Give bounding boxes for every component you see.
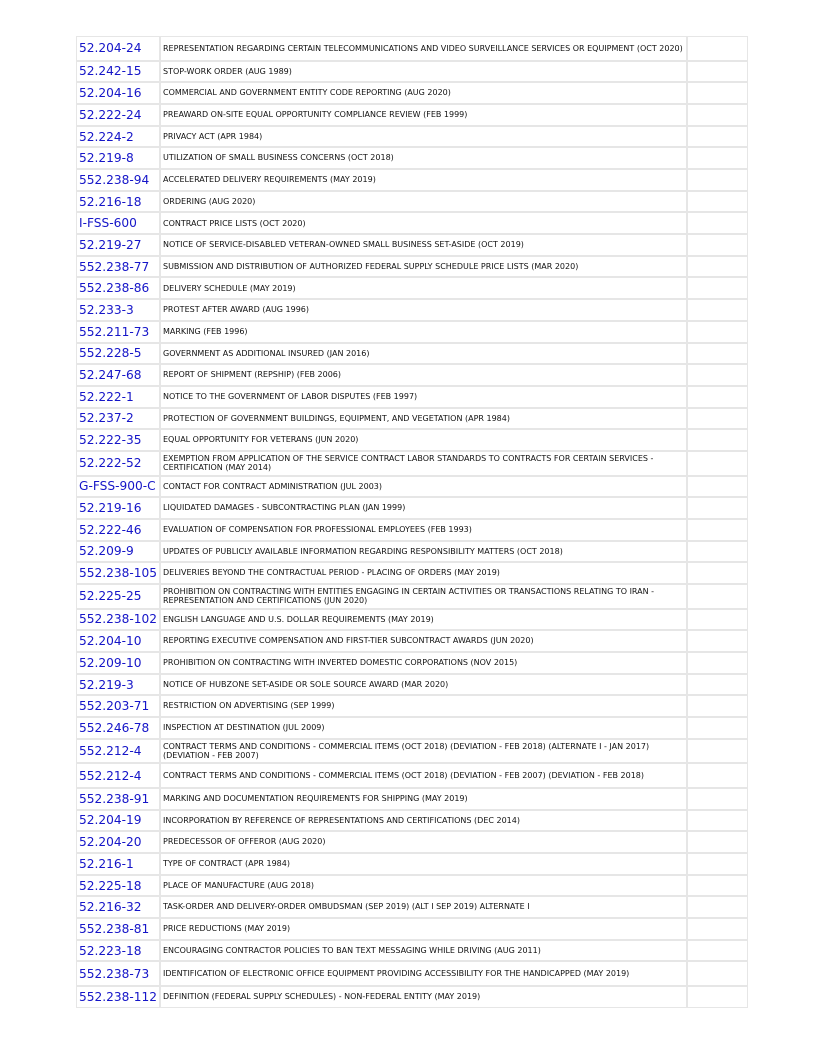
clause-row — [76, 36, 748, 61]
clause-number-cell — [76, 853, 160, 875]
clause-title: GOVERNMENT AS ADDITIONAL INSURED (JAN 2016) — [160, 343, 687, 365]
clause-row — [76, 519, 748, 541]
clause-number-cell — [76, 212, 160, 234]
clause-empty-cell — [687, 343, 748, 365]
clause-number-link[interactable]: 52.222-1 — [79, 389, 134, 404]
clause-title: TASK-ORDER AND DELIVERY-ORDER OMBUDSMAN (SEP 2019) (ALT I SEP 2019) ALTERNATE I — [160, 896, 687, 918]
clause-row — [76, 695, 748, 717]
clause-number-cell — [76, 386, 160, 408]
clause-row — [76, 321, 748, 343]
clause-row — [76, 717, 748, 739]
clause-number-link[interactable]: 552.238-91 — [79, 791, 150, 806]
clause-number-cell — [76, 256, 160, 278]
clause-title: INCORPORATION BY REFERENCE OF REPRESENTATIONS AND CERTIFICATIONS (DEC 2014) — [160, 810, 687, 832]
clause-number-cell — [76, 763, 160, 788]
clause-row — [76, 541, 748, 563]
clause-row — [76, 476, 748, 498]
clause-empty-cell — [687, 831, 748, 853]
clause-title: PREDECESSOR OF OFFEROR (AUG 2020) — [160, 831, 687, 853]
clause-empty-cell — [687, 61, 748, 83]
clause-row — [76, 429, 748, 451]
clause-number-link[interactable]: 52.223-18 — [79, 943, 142, 958]
clause-row — [76, 652, 748, 674]
clause-table-body — [76, 36, 748, 1008]
clause-number-cell — [76, 788, 160, 810]
clause-empty-cell — [687, 961, 748, 986]
clause-row — [76, 147, 748, 169]
clause-title: REPORTING EXECUTIVE COMPENSATION AND FIRST-TIER SUBCONTRACT AWARDS (JUN 2020) — [160, 630, 687, 652]
clause-empty-cell — [687, 717, 748, 739]
clause-row — [76, 961, 748, 986]
clause-row — [76, 986, 748, 1008]
clause-number-cell — [76, 986, 160, 1008]
clause-number-link[interactable]: 52.204-16 — [79, 86, 142, 101]
clause-number-cell — [76, 739, 160, 764]
clause-title: CONTRACT TERMS AND CONDITIONS - COMMERCIAL ITEMS (OCT 2018) (DEVIATION - FEB 2007) (DEVIATION - FEB 2018) — [160, 763, 687, 788]
clause-number-link[interactable]: 52.222-46 — [79, 522, 142, 537]
clause-row — [76, 82, 748, 104]
clause-row — [76, 386, 748, 408]
clause-number-cell — [76, 126, 160, 148]
clause-number-link[interactable]: 552.238-73 — [79, 966, 150, 981]
clause-number-link[interactable]: 552.238-94 — [79, 172, 150, 187]
clause-title: NOTICE OF HUBZONE SET-ASIDE OR SOLE SOURCE AWARD (MAR 2020) — [160, 674, 687, 696]
clause-number-cell — [76, 321, 160, 343]
clause-empty-cell — [687, 584, 748, 609]
clause-number-link[interactable]: 52.222-24 — [79, 107, 142, 122]
clause-row — [76, 739, 748, 764]
clause-number-link[interactable]: 52.204-24 — [79, 41, 142, 56]
clause-number-cell — [76, 277, 160, 299]
clause-empty-cell — [687, 896, 748, 918]
clause-row — [76, 584, 748, 609]
clause-title: COMMERCIAL AND GOVERNMENT ENTITY CODE REPORTING (AUG 2020) — [160, 82, 687, 104]
clause-title: ENCOURAGING CONTRACTOR POLICIES TO BAN TEXT MESSAGING WHILE DRIVING (AUG 2011) — [160, 940, 687, 962]
clause-empty-cell — [687, 788, 748, 810]
clause-empty-cell — [687, 562, 748, 584]
clause-title: REPRESENTATION REGARDING CERTAIN TELECOMMUNICATIONS AND VIDEO SURVEILLANCE SERVICES OR EQUIPMENT (OCT 2020) — [160, 36, 687, 61]
clause-row — [76, 408, 748, 430]
clause-row — [76, 234, 748, 256]
clause-number-link[interactable]: 52.216-18 — [79, 194, 142, 209]
clause-title: PRIVACY ACT (APR 1984) — [160, 126, 687, 148]
clause-row — [76, 169, 748, 191]
clause-row — [76, 831, 748, 853]
clause-number-cell — [76, 169, 160, 191]
clause-row — [76, 810, 748, 832]
clause-number-cell — [76, 652, 160, 674]
clause-number-link[interactable]: G-FSS-900-C — [79, 479, 156, 494]
clause-empty-cell — [687, 519, 748, 541]
clause-empty-cell — [687, 429, 748, 451]
clause-number-cell — [76, 630, 160, 652]
clause-title: CONTACT FOR CONTRACT ADMINISTRATION (JUL 2003) — [160, 476, 687, 498]
clause-row — [76, 940, 748, 962]
clause-number-cell — [76, 609, 160, 631]
clause-empty-cell — [687, 497, 748, 519]
clause-row — [76, 364, 748, 386]
clause-row — [76, 299, 748, 321]
clause-number-link[interactable]: 552.238-77 — [79, 259, 150, 274]
clause-row — [76, 630, 748, 652]
clause-row — [76, 497, 748, 519]
clause-title: DELIVERY SCHEDULE (MAY 2019) — [160, 277, 687, 299]
clause-number-cell — [76, 541, 160, 563]
clause-number-link[interactable]: 552.238-105 — [79, 566, 158, 581]
clause-row — [76, 763, 748, 788]
clause-number-link[interactable]: 552.246-78 — [79, 720, 150, 735]
clause-row — [76, 126, 748, 148]
clause-number-cell — [76, 810, 160, 832]
clause-empty-cell — [687, 169, 748, 191]
clause-number-cell — [76, 299, 160, 321]
clause-number-cell — [76, 61, 160, 83]
clause-number-link[interactable]: 52.216-1 — [79, 856, 134, 871]
clause-title: PROTECTION OF GOVERNMENT BUILDINGS, EQUIPMENT, AND VEGETATION (APR 1984) — [160, 408, 687, 430]
clause-empty-cell — [687, 940, 748, 962]
clause-number-link[interactable]: 52.222-35 — [79, 433, 142, 448]
clause-empty-cell — [687, 918, 748, 940]
clause-title: UPDATES OF PUBLICLY AVAILABLE INFORMATION REGARDING RESPONSIBILITY MATTERS (OCT 2018) — [160, 541, 687, 563]
clause-title: DEFINITION (FEDERAL SUPPLY SCHEDULES) - NON-FEDERAL ENTITY (MAY 2019) — [160, 986, 687, 1008]
clause-title: PROHIBITION ON CONTRACTING WITH INVERTED DOMESTIC CORPORATIONS (NOV 2015) — [160, 652, 687, 674]
clause-number-link[interactable]: 552.238-81 — [79, 921, 150, 936]
clause-number-link[interactable]: 52.247-68 — [79, 368, 142, 383]
clause-number-cell — [76, 497, 160, 519]
clause-row — [76, 343, 748, 365]
clause-number-link[interactable]: 52.219-3 — [79, 677, 134, 692]
clause-row — [76, 609, 748, 631]
clause-empty-cell — [687, 763, 748, 788]
clause-number-cell — [76, 364, 160, 386]
clause-empty-cell — [687, 674, 748, 696]
clause-title: TYPE OF CONTRACT (APR 1984) — [160, 853, 687, 875]
clause-number-cell — [76, 896, 160, 918]
clause-title: EXEMPTION FROM APPLICATION OF THE SERVICE CONTRACT LABOR STANDARDS TO CONTRACTS FOR CERTAIN SERVICES - CERTIFICATION (MAY 2014) — [160, 451, 687, 476]
clause-row — [76, 277, 748, 299]
clause-number-link[interactable]: 52.216-32 — [79, 900, 142, 915]
clause-empty-cell — [687, 191, 748, 213]
clause-number-link[interactable]: 52.233-3 — [79, 303, 134, 317]
clause-number-cell — [76, 695, 160, 717]
clause-title: CONTRACT TERMS AND CONDITIONS - COMMERCIAL ITEMS (OCT 2018) (DEVIATION - FEB 2018) (ALTERNATE I - JAN 2017) (DEVIATION - FEB 2007) — [160, 739, 687, 764]
clause-title: LIQUIDATED DAMAGES - SUBCONTRACTING PLAN (JAN 1999) — [160, 497, 687, 519]
clause-title: ORDERING (AUG 2020) — [160, 191, 687, 213]
clause-empty-cell — [687, 36, 748, 61]
clause-number-link[interactable]: 52.204-10 — [79, 634, 142, 649]
clause-number-link[interactable]: 52.209-10 — [79, 655, 142, 670]
clause-title: RESTRICTION ON ADVERTISING (SEP 1999) — [160, 695, 687, 717]
clause-empty-cell — [687, 630, 748, 652]
clause-number-link[interactable]: 52.204-19 — [79, 813, 142, 828]
clause-title: REPORT OF SHIPMENT (REPSHIP) (FEB 2006) — [160, 364, 687, 386]
clause-number-link[interactable]: 52.219-16 — [79, 501, 142, 516]
clause-empty-cell — [687, 986, 748, 1008]
clause-empty-cell — [687, 652, 748, 674]
clause-empty-cell — [687, 609, 748, 631]
clause-empty-cell — [687, 810, 748, 832]
clause-row — [76, 191, 748, 213]
clause-title: PRICE REDUCTIONS (MAY 2019) — [160, 918, 687, 940]
clause-number-cell — [76, 476, 160, 498]
clause-row — [76, 896, 748, 918]
clause-number-link[interactable]: 552.212-4 — [79, 768, 142, 783]
clause-number-link[interactable]: 552.212-4 — [79, 744, 142, 759]
clause-number-cell — [76, 82, 160, 104]
clause-title: EQUAL OPPORTUNITY FOR VETERANS (JUN 2020) — [160, 429, 687, 451]
clause-number-link[interactable]: 552.228-5 — [79, 346, 142, 361]
clause-number-link[interactable]: 52.242-15 — [79, 64, 142, 79]
clause-number-cell — [76, 36, 160, 61]
clause-number-link[interactable]: 552.203-71 — [79, 699, 150, 714]
clause-empty-cell — [687, 386, 748, 408]
clause-number-cell — [76, 104, 160, 126]
clause-title: INSPECTION AT DESTINATION (JUL 2009) — [160, 717, 687, 739]
clause-title: PREAWARD ON-SITE EQUAL OPPORTUNITY COMPLIANCE REVIEW (FEB 1999) — [160, 104, 687, 126]
clause-number-link[interactable]: 52.225-25 — [79, 589, 142, 604]
clause-title: STOP-WORK ORDER (AUG 1989) — [160, 61, 687, 83]
clause-number-link[interactable]: 52.237-2 — [79, 411, 134, 426]
clause-title: ENGLISH LANGUAGE AND U.S. DOLLAR REQUIREMENTS (MAY 2019) — [160, 609, 687, 631]
clause-empty-cell — [687, 277, 748, 299]
clause-empty-cell — [687, 321, 748, 343]
clause-number-link[interactable]: 52.219-8 — [79, 151, 134, 166]
clause-row — [76, 212, 748, 234]
clause-title: EVALUATION OF COMPENSATION FOR PROFESSIONAL EMPLOYEES (FEB 1993) — [160, 519, 687, 541]
clause-title: NOTICE OF SERVICE-DISABLED VETERAN-OWNED SMALL BUSINESS SET-ASIDE (OCT 2019) — [160, 234, 687, 256]
clause-number-cell — [76, 584, 160, 609]
clause-empty-cell — [687, 256, 748, 278]
clause-row — [76, 788, 748, 810]
clause-empty-cell — [687, 126, 748, 148]
clause-number-link[interactable]: 52.209-9 — [79, 544, 134, 559]
clause-title: UTILIZATION OF SMALL BUSINESS CONCERNS (OCT 2018) — [160, 147, 687, 169]
clause-row — [76, 104, 748, 126]
clause-row — [76, 918, 748, 940]
clause-number-link[interactable]: 52.222-52 — [79, 456, 142, 471]
clause-number-link[interactable]: 52.219-27 — [79, 237, 142, 252]
clause-row — [76, 61, 748, 83]
clause-number-link[interactable]: 552.238-86 — [79, 281, 150, 296]
clause-number-cell — [76, 408, 160, 430]
clause-empty-cell — [687, 541, 748, 563]
clause-number-link[interactable]: 552.238-112 — [79, 989, 158, 1004]
clause-number-cell — [76, 343, 160, 365]
clause-row — [76, 256, 748, 278]
clause-number-cell — [76, 831, 160, 853]
clause-number-cell — [76, 562, 160, 584]
clause-empty-cell — [687, 476, 748, 498]
clause-title: CONTRACT PRICE LISTS (OCT 2020) — [160, 212, 687, 234]
clause-empty-cell — [687, 299, 748, 321]
clause-row — [76, 674, 748, 696]
clause-empty-cell — [687, 695, 748, 717]
clause-number-cell — [76, 940, 160, 962]
clause-number-cell — [76, 875, 160, 897]
clause-number-cell — [76, 234, 160, 256]
clause-number-link[interactable]: 52.225-18 — [79, 878, 142, 893]
clause-number-link[interactable]: I-FSS-600 — [79, 216, 137, 231]
clause-empty-cell — [687, 104, 748, 126]
clause-number-link[interactable]: 52.224-2 — [79, 129, 134, 144]
clause-title: ACCELERATED DELIVERY REQUIREMENTS (MAY 2019) — [160, 169, 687, 191]
clause-row — [76, 875, 748, 897]
clause-number-cell — [76, 717, 160, 739]
clause-title: MARKING AND DOCUMENTATION REQUIREMENTS FOR SHIPPING (MAY 2019) — [160, 788, 687, 810]
clause-empty-cell — [687, 234, 748, 256]
clause-title: PLACE OF MANUFACTURE (AUG 2018) — [160, 875, 687, 897]
clause-row — [76, 451, 748, 476]
clause-empty-cell — [687, 451, 748, 476]
clause-number-cell — [76, 451, 160, 476]
clause-title: NOTICE TO THE GOVERNMENT OF LABOR DISPUTES (FEB 1997) — [160, 386, 687, 408]
clause-empty-cell — [687, 147, 748, 169]
clause-title: MARKING (FEB 1996) — [160, 321, 687, 343]
clause-number-cell — [76, 918, 160, 940]
clause-empty-cell — [687, 364, 748, 386]
clause-number-cell — [76, 429, 160, 451]
clause-number-cell — [76, 191, 160, 213]
clause-table — [76, 36, 748, 1008]
clause-empty-cell — [687, 212, 748, 234]
clause-number-link[interactable]: 552.211-73 — [79, 324, 150, 339]
clause-empty-cell — [687, 408, 748, 430]
clause-number-link[interactable]: 552.238-102 — [79, 612, 158, 627]
clause-title: IDENTIFICATION OF ELECTRONIC OFFICE EQUIPMENT PROVIDING ACCESSIBILITY FOR THE HANDICAPPED (MAY 2019) — [160, 961, 687, 986]
clause-number-link[interactable]: 52.204-20 — [79, 835, 142, 850]
clause-number-cell — [76, 674, 160, 696]
clause-title: SUBMISSION AND DISTRIBUTION OF AUTHORIZED FEDERAL SUPPLY SCHEDULE PRICE LISTS (MAR 2020) — [160, 256, 687, 278]
clause-title: PROTEST AFTER AWARD (AUG 1996) — [160, 299, 687, 321]
clause-title: DELIVERIES BEYOND THE CONTRACTUAL PERIOD - PLACING OF ORDERS (MAY 2019) — [160, 562, 687, 584]
clause-row — [76, 562, 748, 584]
clause-title: PROHIBITION ON CONTRACTING WITH ENTITIES ENGAGING IN CERTAIN ACTIVITIES OR TRANSACTIONS RELATING TO IRAN - REPRESENTATION AND CERTIFICATIONS (JUN 2020) — [160, 584, 687, 609]
clause-number-cell — [76, 961, 160, 986]
clause-empty-cell — [687, 739, 748, 764]
clause-empty-cell — [687, 853, 748, 875]
clause-row — [76, 853, 748, 875]
clause-empty-cell — [687, 82, 748, 104]
clause-number-cell — [76, 147, 160, 169]
clause-empty-cell — [687, 875, 748, 897]
clause-number-cell — [76, 519, 160, 541]
